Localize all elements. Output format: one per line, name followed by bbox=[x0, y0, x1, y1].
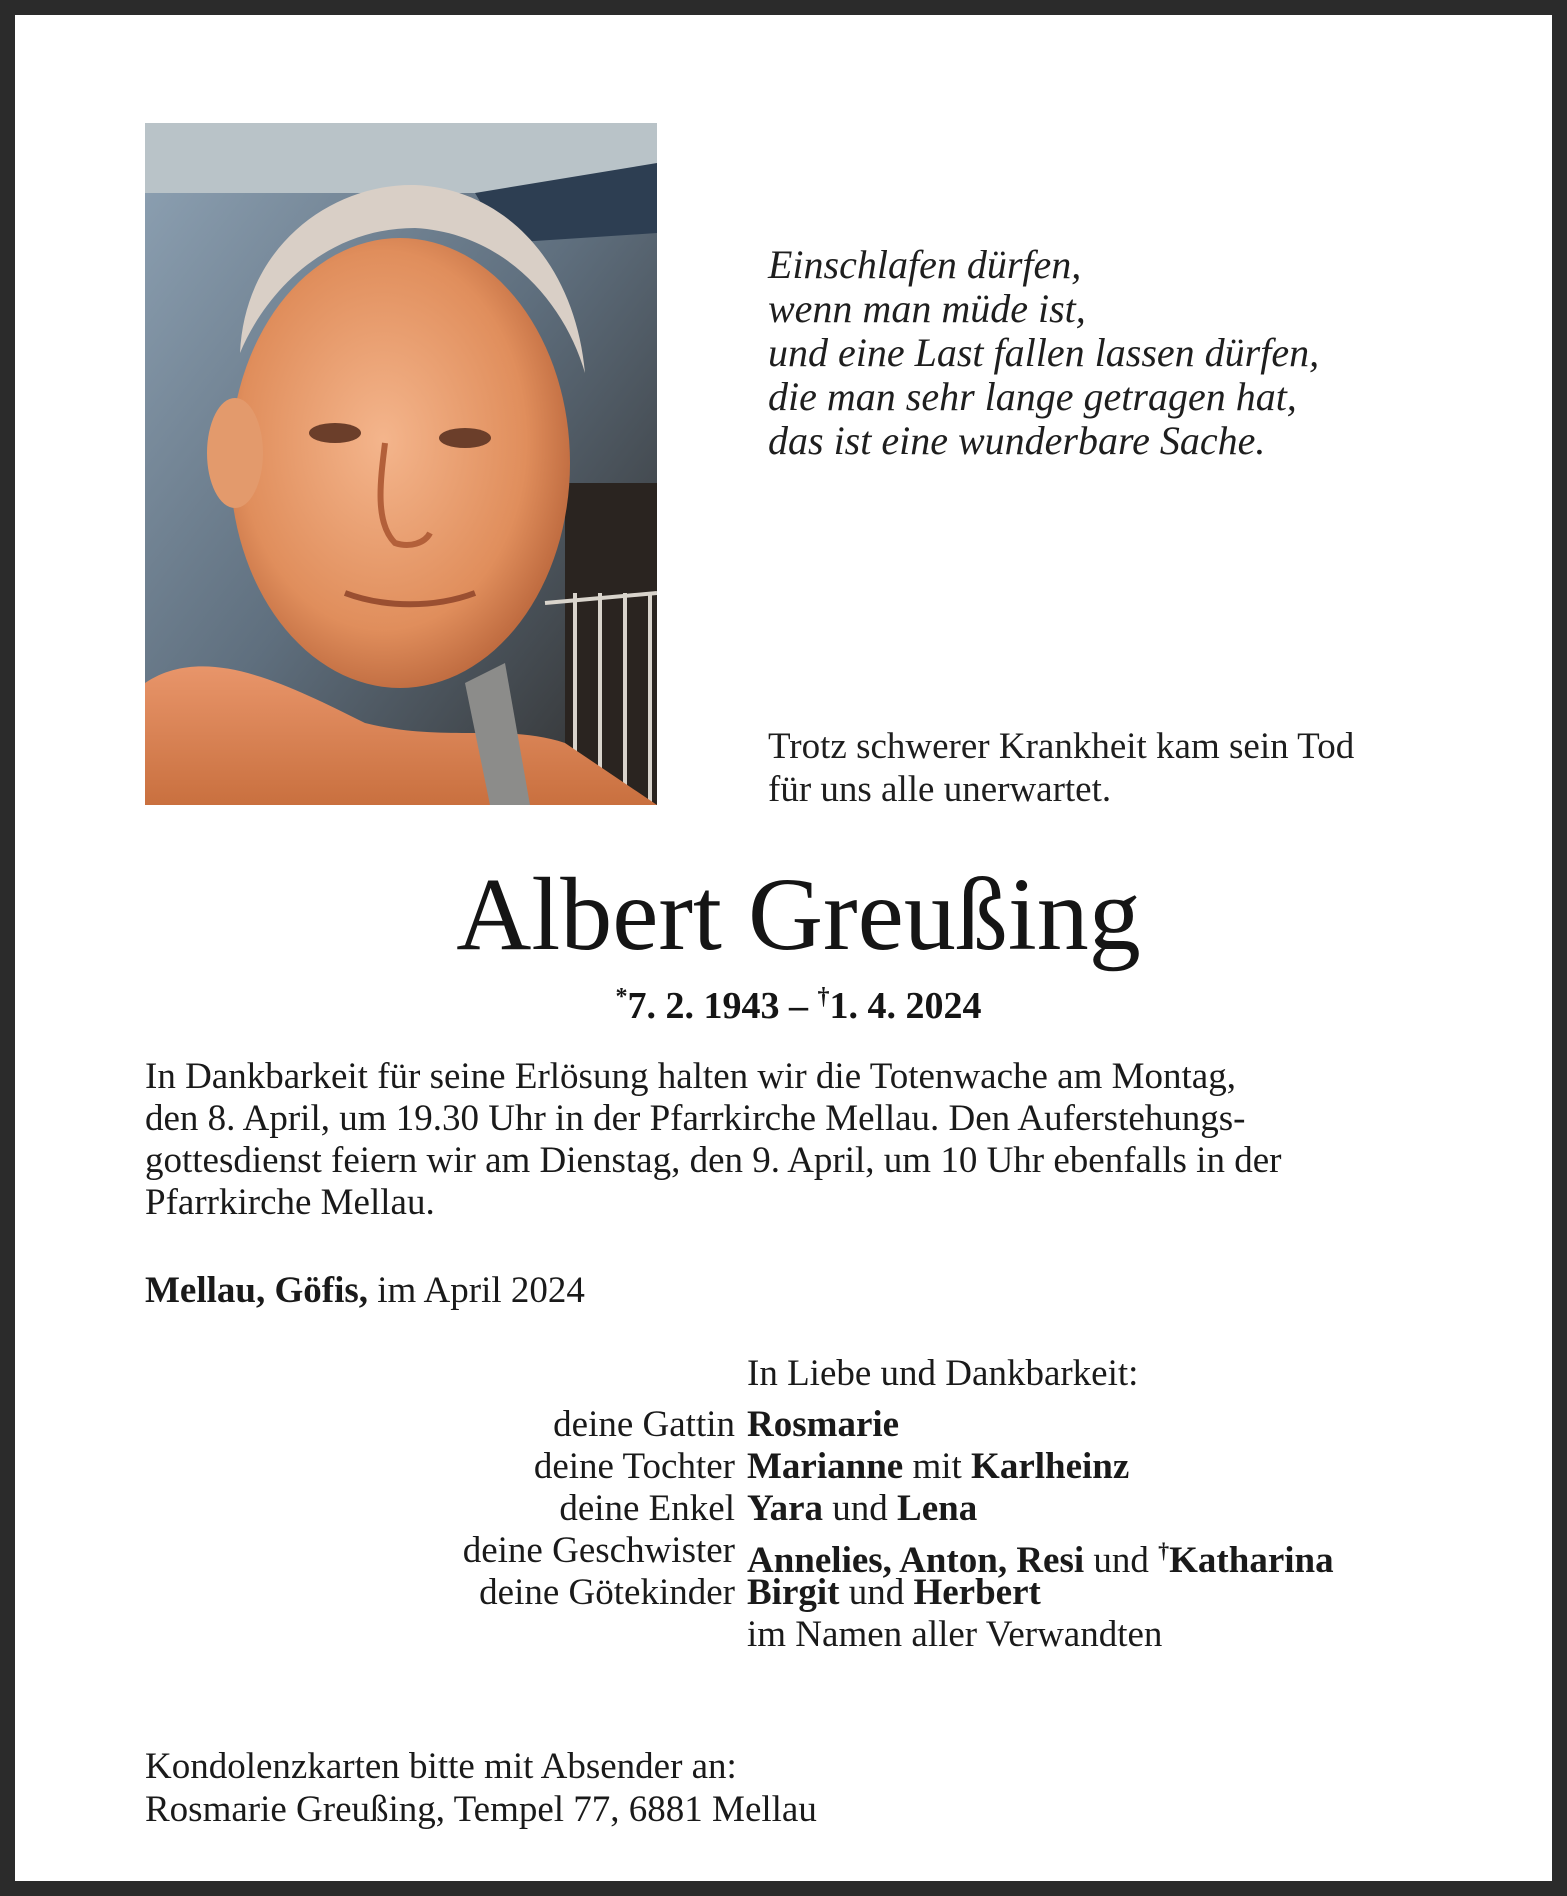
poem bbox=[768, 243, 1319, 463]
family-names bbox=[747, 1446, 1129, 1488]
family-connector: und bbox=[823, 1488, 898, 1529]
body-line: In Dankbarkeit für seine Erlösung halten wir die Totenwache am Montag, bbox=[145, 1056, 1236, 1097]
family-relation: deine Gattin bbox=[553, 1404, 735, 1445]
date-separator: – bbox=[779, 985, 818, 1027]
family-names bbox=[747, 1404, 899, 1446]
family-connector: und bbox=[839, 1572, 914, 1613]
poem-line: die man sehr lange getragen hat, bbox=[768, 374, 1297, 419]
deceased-name: Albert Greußing bbox=[456, 857, 1141, 972]
family-relation: deine Geschwister bbox=[462, 1530, 735, 1571]
family-connector: mit bbox=[903, 1446, 972, 1487]
family-row bbox=[145, 1530, 1334, 1581]
family-names bbox=[747, 1614, 1162, 1656]
family-relation: deine Enkel bbox=[559, 1488, 735, 1529]
family-name: Karlheinz bbox=[971, 1446, 1130, 1487]
death-date: 1. 4. 2024 bbox=[829, 985, 982, 1027]
address-line: Rosmarie Greußing, Tempel 77, 6881 Mellau bbox=[145, 1789, 817, 1830]
birth-symbol: * bbox=[615, 984, 628, 1010]
life-dates bbox=[15, 975, 1567, 1028]
family-names bbox=[747, 1572, 1041, 1614]
body-line: gottesdienst feiern wir am Dienstag, den 9. April, um 10 Uhr ebenfalls in der bbox=[145, 1140, 1282, 1181]
birth-date: 7. 2. 1943 bbox=[627, 985, 780, 1027]
family-row bbox=[145, 1404, 1334, 1446]
family-row bbox=[145, 1488, 1334, 1530]
address-line: Kondolenzkarten bitte mit Absender an: bbox=[145, 1746, 737, 1787]
family-relation bbox=[145, 1614, 747, 1656]
poem-line: Einschlafen dürfen, bbox=[768, 242, 1082, 287]
portrait-photo bbox=[145, 123, 657, 805]
condolence-address bbox=[145, 1745, 817, 1831]
family-name: Lena bbox=[897, 1488, 978, 1529]
note-line: Trotz schwerer Krankheit kam sein Tod bbox=[768, 726, 1355, 767]
places: Mellau, Göfis, bbox=[145, 1270, 369, 1311]
poem-line: wenn man müde ist, bbox=[768, 286, 1086, 331]
family-closing: im Namen aller Verwandten bbox=[747, 1614, 1163, 1655]
family-row bbox=[145, 1614, 1334, 1656]
family-list bbox=[145, 1404, 1334, 1656]
note-line: für uns alle unerwartet. bbox=[768, 769, 1112, 810]
family-relation: deine Götekinder bbox=[479, 1572, 735, 1613]
poem-line: und eine Last fallen lassen dürfen, bbox=[768, 330, 1320, 375]
poem-line: das ist eine wunderbare Sache. bbox=[768, 418, 1266, 463]
deceased-cross-symbol: † bbox=[1158, 1538, 1170, 1563]
family-row bbox=[145, 1446, 1334, 1488]
place-and-date bbox=[145, 1270, 585, 1312]
service-announcement bbox=[145, 1056, 1452, 1224]
body-line: den 8. April, um 19.30 Uhr in der Pfarrkirche Mellau. Den Auferstehungs- bbox=[145, 1098, 1246, 1139]
family-name: Annelies, Anton, Resi bbox=[747, 1540, 1085, 1581]
illness-note bbox=[768, 725, 1354, 811]
portrait-illustration bbox=[145, 123, 657, 805]
family-name: Rosmarie bbox=[747, 1404, 900, 1445]
family-name: Marianne bbox=[747, 1446, 904, 1487]
death-symbol: † bbox=[817, 984, 830, 1010]
date-text: im April 2024 bbox=[368, 1270, 585, 1311]
family-names bbox=[747, 1530, 1334, 1581]
body-line: Pfarrkirche Mellau. bbox=[145, 1182, 435, 1223]
family-relation: deine Tochter bbox=[533, 1446, 735, 1487]
family-name: Birgit bbox=[747, 1572, 840, 1613]
family-intro: In Liebe und Dankbarkeit: bbox=[747, 1353, 1139, 1394]
family-name: Yara bbox=[747, 1488, 824, 1529]
family-name: Katharina bbox=[1169, 1540, 1334, 1581]
family-names bbox=[747, 1488, 977, 1530]
family-name: Herbert bbox=[913, 1572, 1041, 1613]
family-connector: und bbox=[1084, 1540, 1159, 1581]
